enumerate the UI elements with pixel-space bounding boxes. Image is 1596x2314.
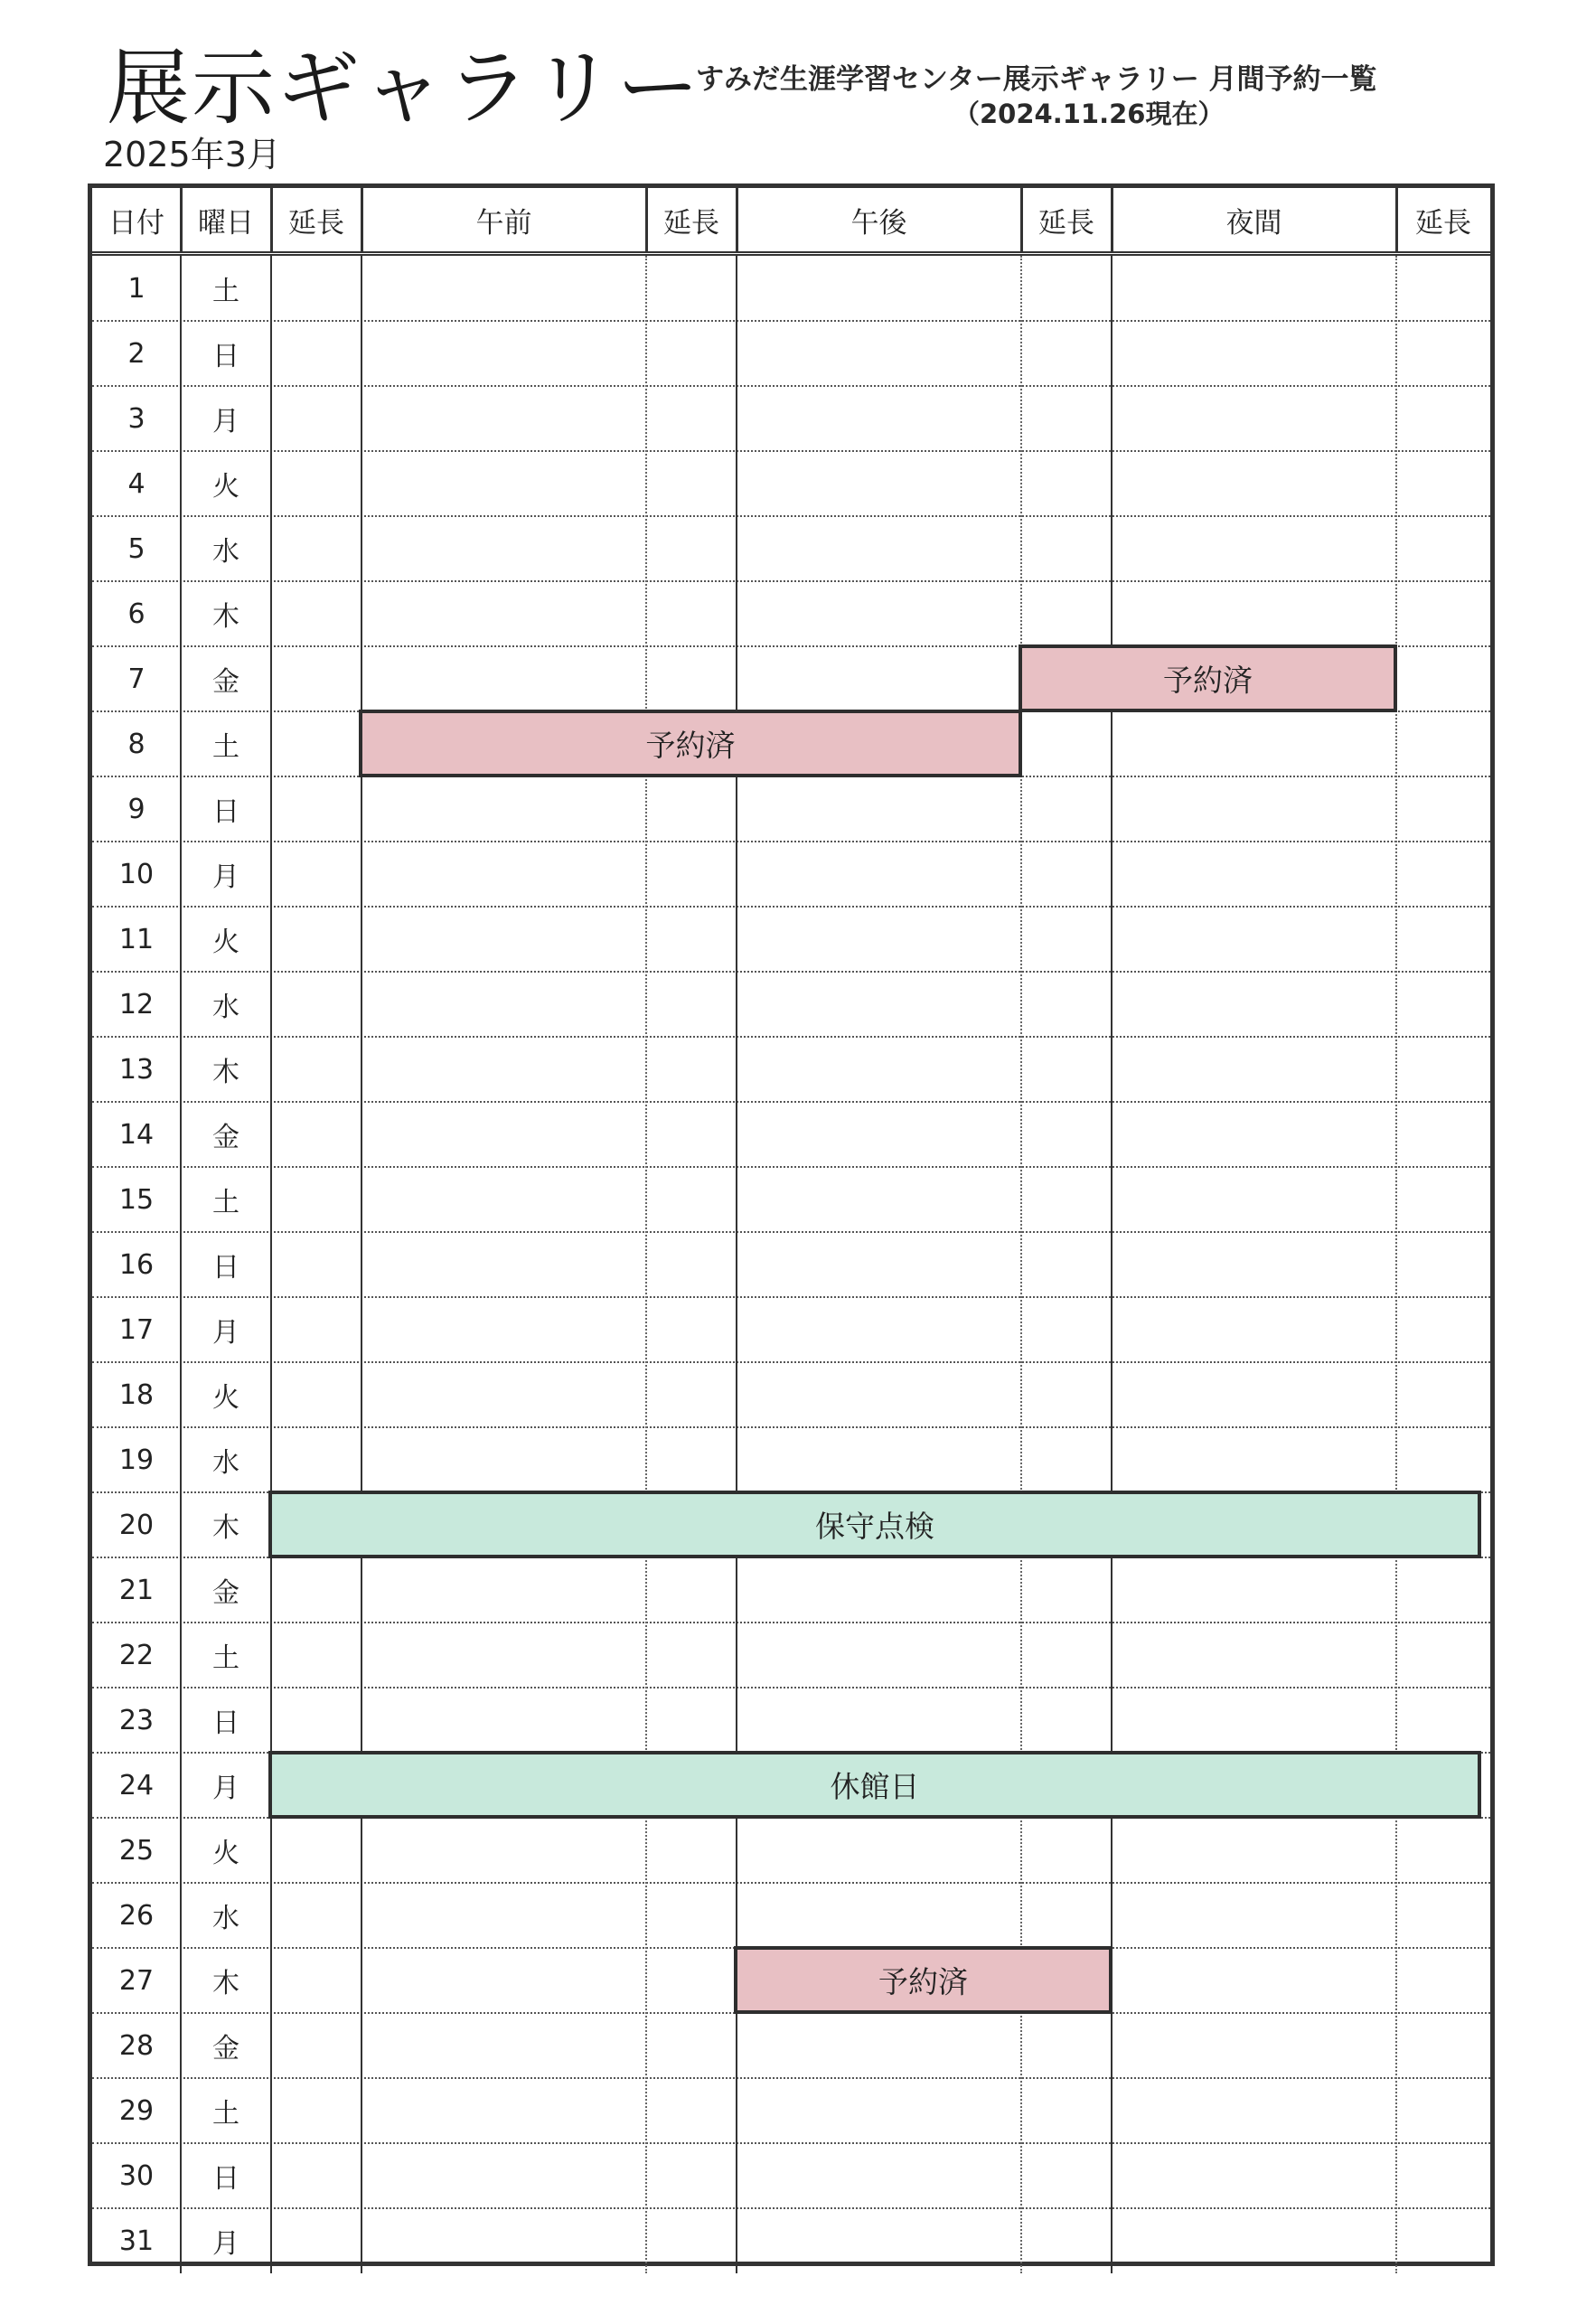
row-weekday: 木 [212, 1057, 239, 1088]
table-row [92, 776, 1490, 842]
as-of-date: （2024.11.26現在） [953, 99, 1225, 129]
row-date: 16 [118, 1248, 155, 1281]
row-date: 30 [118, 2159, 155, 2192]
row-weekday: 金 [212, 1577, 239, 1609]
row-weekday: 水 [212, 1447, 239, 1479]
row-date: 29 [118, 2094, 155, 2127]
reserved-booking: 予約済 [359, 710, 1022, 777]
column-divider [645, 256, 647, 2273]
row-weekday: 火 [212, 471, 239, 503]
row-date: 17 [118, 1313, 155, 1346]
table-row [92, 1362, 1490, 1427]
table-row [92, 581, 1490, 646]
row-weekday: 月 [212, 406, 239, 437]
header-column-divider [1395, 188, 1398, 251]
page-title: 展示ギャラリー [107, 40, 702, 136]
row-date: 28 [118, 2029, 155, 2062]
row-weekday: 金 [212, 1122, 239, 1153]
row-date: 2 [127, 337, 146, 370]
row-date: 12 [118, 988, 155, 1021]
row-weekday: 土 [212, 731, 239, 763]
row-date: 31 [118, 2225, 155, 2257]
row-weekday: 水 [212, 1903, 239, 1934]
row-date: 6 [127, 597, 146, 630]
table-row [92, 2013, 1490, 2078]
row-date: 24 [118, 1769, 155, 1801]
table-row [92, 1037, 1490, 1102]
table-row [92, 1167, 1490, 1232]
table-row [92, 2208, 1490, 2273]
column-divider [270, 256, 272, 2273]
table-row [92, 321, 1490, 386]
column-header-weekday: 曜日 [198, 206, 254, 240]
row-date: 1 [127, 272, 146, 305]
row-date: 18 [118, 1378, 155, 1411]
table-row [92, 972, 1490, 1037]
table-row [92, 1883, 1490, 1948]
row-weekday: 月 [212, 861, 239, 893]
table-row [92, 1102, 1490, 1167]
row-date: 22 [118, 1639, 155, 1671]
row-date: 26 [118, 1899, 155, 1932]
month-label: 2025年3月 [103, 135, 281, 174]
row-weekday: 火 [212, 1382, 239, 1414]
column-header-ext-2: 延長 [663, 206, 719, 240]
table-row [92, 2143, 1490, 2208]
row-date: 13 [118, 1053, 155, 1086]
row-weekday: 土 [212, 1642, 239, 1674]
row-weekday: 月 [212, 1773, 239, 1804]
row-weekday: 火 [212, 927, 239, 958]
column-header-ext-1: 延長 [288, 206, 344, 240]
column-divider [361, 256, 362, 2273]
row-date: 19 [118, 1444, 155, 1476]
row-date: 4 [127, 467, 146, 500]
row-date: 20 [118, 1509, 155, 1541]
table-row [92, 451, 1490, 516]
row-date: 11 [118, 923, 155, 955]
row-weekday: 土 [212, 2098, 239, 2130]
row-weekday: 木 [212, 601, 239, 633]
reserved-booking: 予約済 [734, 1946, 1113, 2014]
row-weekday: 日 [212, 1252, 239, 1284]
table-row [92, 1818, 1490, 1883]
reservation-table [88, 183, 1495, 2266]
row-weekday: 木 [212, 1512, 239, 1544]
table-row [92, 842, 1490, 907]
row-weekday: 日 [212, 1707, 239, 1739]
column-header-morning: 午前 [475, 206, 532, 240]
column-header-date: 日付 [108, 206, 164, 240]
column-header-ext-4: 延長 [1415, 206, 1471, 240]
row-date: 7 [127, 663, 146, 695]
table-row [92, 1297, 1490, 1362]
row-date: 10 [118, 858, 155, 890]
row-weekday: 金 [212, 2033, 239, 2065]
table-row [92, 256, 1490, 321]
row-date: 23 [118, 1704, 155, 1736]
row-date: 9 [127, 793, 146, 825]
row-date: 3 [127, 402, 146, 435]
table-row [92, 1427, 1490, 1492]
row-date: 14 [118, 1118, 155, 1151]
row-weekday: 土 [212, 276, 239, 307]
header-column-divider [736, 188, 738, 251]
row-weekday: 月 [212, 1317, 239, 1349]
closure-block: 休館日 [268, 1751, 1481, 1819]
header-column-divider [361, 188, 363, 251]
row-weekday: 水 [212, 992, 239, 1023]
table-row [92, 907, 1490, 972]
header-column-divider [180, 188, 183, 251]
row-weekday: 月 [212, 2228, 239, 2260]
header-column-divider [270, 188, 273, 251]
table-row [92, 1623, 1490, 1688]
table-row [92, 1688, 1490, 1753]
header-column-divider [645, 188, 648, 251]
row-date: 15 [118, 1183, 155, 1216]
row-weekday: 木 [212, 1968, 239, 1999]
row-date: 27 [118, 1964, 155, 1997]
row-date: 8 [127, 728, 146, 760]
column-divider [180, 256, 182, 2273]
row-weekday: 火 [212, 1838, 239, 1869]
closure-block: 保守点検 [268, 1491, 1481, 1558]
row-date: 25 [118, 1834, 155, 1867]
row-weekday: 日 [212, 796, 239, 828]
row-date: 21 [118, 1574, 155, 1606]
row-weekday: 日 [212, 2163, 239, 2195]
document-subtitle: すみだ生涯学習センター展示ギャラリー 月間予約一覧 [696, 63, 1377, 96]
header-column-divider [1111, 188, 1113, 251]
table-row [92, 516, 1490, 581]
row-weekday: 土 [212, 1187, 239, 1218]
table-row [92, 1557, 1490, 1623]
row-date: 5 [127, 532, 146, 565]
column-header-night: 夜間 [1225, 206, 1282, 240]
row-weekday: 日 [212, 341, 239, 372]
column-header-afternoon: 午後 [850, 206, 907, 240]
table-row [92, 2078, 1490, 2143]
column-divider [1395, 256, 1397, 2273]
table-row [92, 1232, 1490, 1297]
reserved-booking: 予約済 [1019, 644, 1397, 712]
table-row [92, 386, 1490, 451]
row-weekday: 水 [212, 536, 239, 568]
row-weekday: 金 [212, 666, 239, 698]
header-column-divider [1020, 188, 1023, 251]
column-header-ext-3: 延長 [1038, 206, 1094, 240]
